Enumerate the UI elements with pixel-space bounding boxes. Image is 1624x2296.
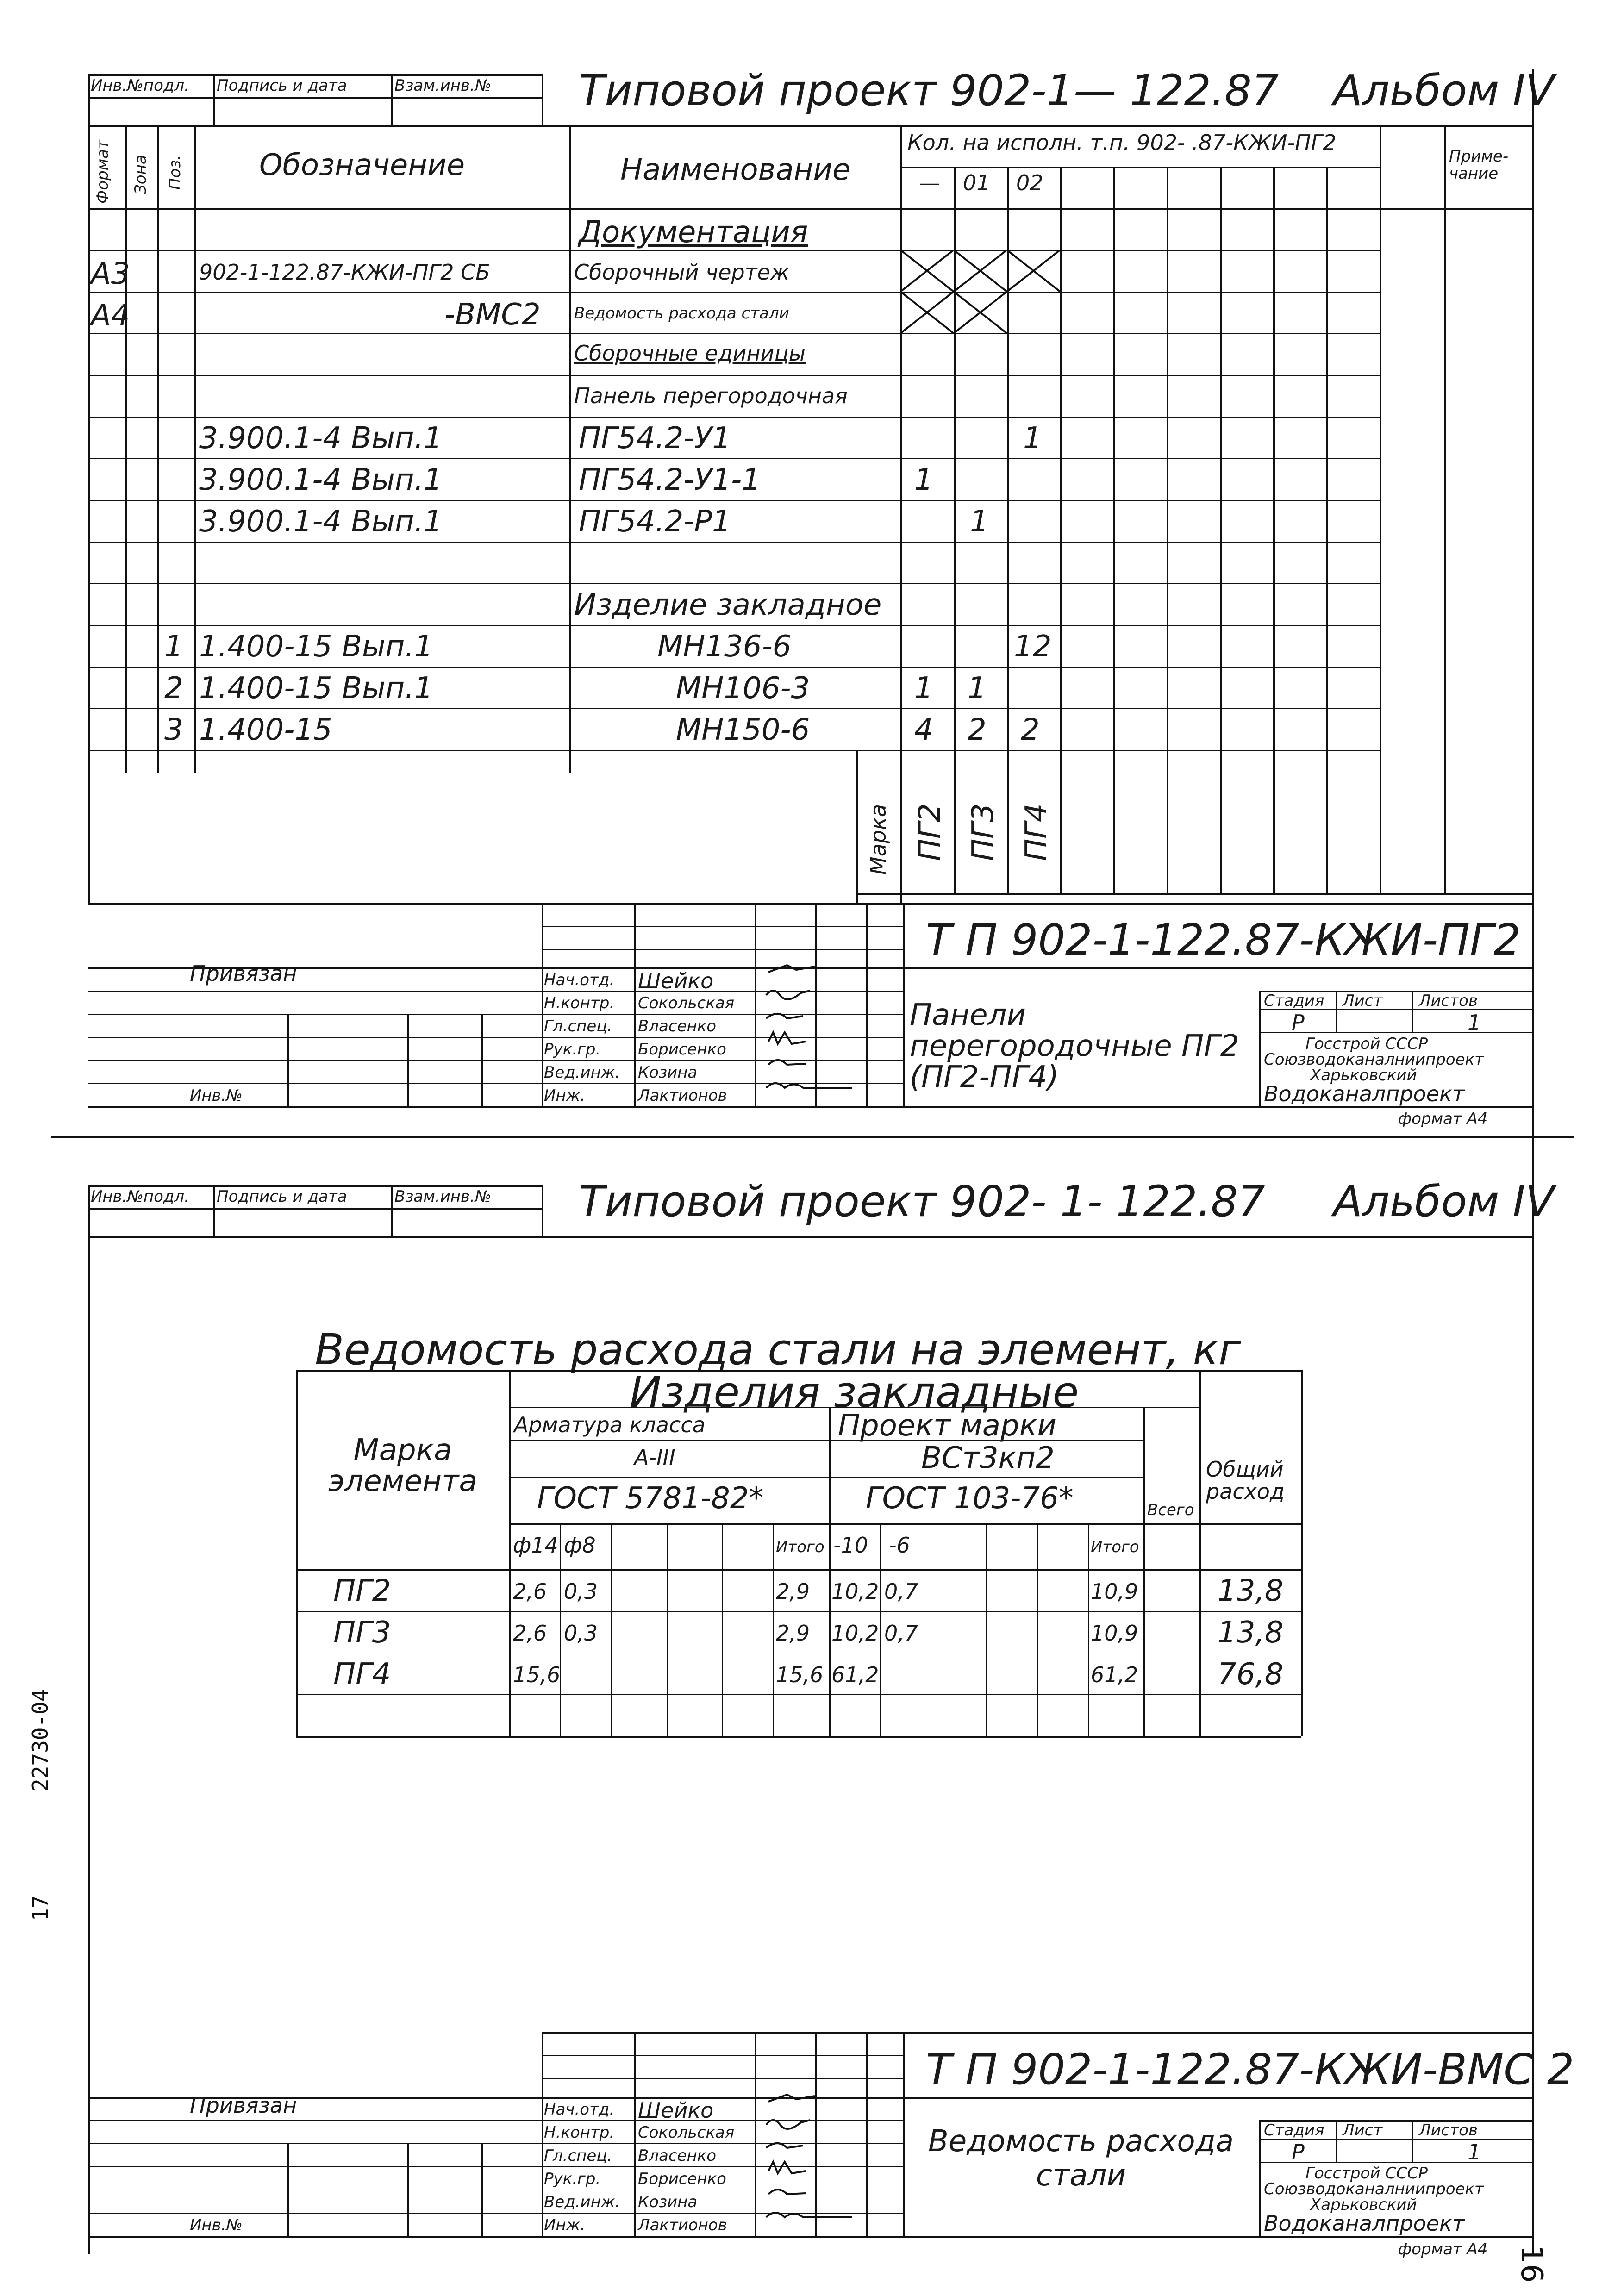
signer-role: Нач.отд. — [544, 2100, 615, 2119]
mark-pg4: ПГ4 — [1019, 803, 1054, 861]
stamp-podpis-data: Подпись и дата — [217, 76, 347, 95]
row-a-itogo: 2,9 — [776, 1621, 810, 1646]
row-naim: ПГ54.2-У1 — [579, 421, 731, 455]
stamp-vzam-inv: Взам.инв.№ — [394, 1187, 492, 1206]
row-naim: ПГ54.2-Р1 — [579, 505, 731, 539]
armatura-gost: ГОСТ 5781-82* — [537, 1481, 764, 1516]
col-armatura: Арматура класса — [514, 1412, 706, 1437]
stamp-vzam-inv: Взам.инв.№ — [394, 76, 492, 95]
sub-a8: ф8 — [564, 1533, 596, 1558]
format-label: формат А4 — [1398, 2240, 1488, 2259]
signer-name: Шейко — [638, 2098, 714, 2123]
drawing-name: Панели перегородочные ПГ2 (ПГ2-ПГ4) — [910, 998, 1239, 1095]
row-k2: 12 — [1014, 630, 1052, 664]
col-obshchiy: Общий расход — [1206, 1457, 1285, 1504]
signer-name: Сокольская — [638, 994, 735, 1012]
col-primechanie: Приме-чание — [1449, 147, 1509, 183]
row-total: 76,8 — [1218, 1657, 1284, 1691]
org-line-4: Водоканалпроект — [1264, 1081, 1465, 1106]
drawing-code: Т П 902-1-122.87-КЖИ-ВМС 2 — [926, 2045, 1574, 2094]
stadiya-label: Стадия — [1264, 992, 1324, 1010]
signer-name: Власенко — [638, 2146, 717, 2165]
project-title: Типовой проект 902- 1- 122.87 — [579, 1177, 1265, 1226]
col-dash: — — [919, 170, 940, 195]
archive-number: 22730-04 — [28, 1689, 53, 1791]
list-label: Лист — [1343, 992, 1383, 1010]
row-naim: МН136-6 — [657, 630, 792, 664]
org-line-1: Госстрой СССР — [1305, 1035, 1428, 1053]
inv-no-label: Инв.№ — [190, 1086, 243, 1105]
row-a8: 0,3 — [564, 1579, 598, 1604]
row-a-itogo: 15,6 — [776, 1662, 824, 1687]
row-k2: 2 — [1021, 713, 1040, 747]
row-b6: 0,7 — [884, 1621, 918, 1646]
album-label: Альбом IV — [1333, 66, 1555, 115]
row-k0: 1 — [914, 463, 933, 497]
row-oboz: 3.900.1-4 Вып.1 — [199, 421, 443, 455]
col-vsego: Всего — [1147, 1501, 1194, 1519]
signer-role: Инж. — [544, 2216, 586, 2234]
signer-role: Нач.отд. — [544, 971, 615, 989]
row-marka: ПГ2 — [333, 1574, 391, 1608]
row-format: А3 — [91, 257, 130, 291]
signer-name: Власенко — [638, 1017, 717, 1036]
row-marka: ПГ3 — [333, 1616, 391, 1650]
signer-name: Козина — [638, 2193, 698, 2211]
row-k0: 1 — [914, 671, 933, 705]
col-02: 02 — [1016, 170, 1043, 195]
privyazan-label: Привязан — [190, 2093, 297, 2118]
signer-role: Рук.гр. — [544, 2170, 601, 2188]
col-oboznachenie: Обозначение — [259, 148, 465, 182]
org-line-2: Союзводоканалниипроект — [1264, 1050, 1484, 1069]
signer-role: Рук.гр. — [544, 1040, 601, 1059]
row-b6: 0,7 — [884, 1579, 918, 1604]
row-b10: 10,2 — [831, 1579, 879, 1604]
col-01: 01 — [963, 170, 990, 195]
col-poz: Поз. — [166, 155, 184, 190]
list-label: Лист — [1343, 2121, 1383, 2140]
row-oboz: 1.400-15 Вып.1 — [199, 630, 433, 664]
stamp-podpis-data: Подпись и дата — [217, 1187, 347, 1206]
signer-name: Шейко — [638, 968, 714, 993]
sub-a14: ф14 — [513, 1533, 558, 1558]
row-b10: 61,2 — [831, 1662, 879, 1687]
row-oboz: 1.400-15 Вып.1 — [199, 671, 433, 705]
row-naim: МН106-3 — [676, 671, 810, 705]
signer-role: Инж. — [544, 1086, 586, 1105]
row-total: 13,8 — [1218, 1574, 1284, 1608]
col-zona: Зона — [131, 155, 150, 194]
row-naim: Ведомость расхода стали — [574, 304, 789, 323]
mark-pg3: ПГ3 — [966, 803, 1000, 861]
proekt-steel: ВСт3кп2 — [921, 1441, 1055, 1475]
row-poz: 1 — [164, 630, 183, 664]
org-line-3: Харьковский — [1310, 1066, 1417, 1085]
row-k1: 1 — [968, 671, 987, 705]
org-line-2: Союзводоканалниипроект — [1264, 2180, 1484, 2198]
sub-b-itogo: Итого — [1091, 1538, 1139, 1556]
row-naim: Изделие закладное — [574, 588, 882, 622]
row-a14: 2,6 — [513, 1621, 547, 1646]
row-a14: 2,6 — [513, 1579, 547, 1604]
row-b-itogo: 10,9 — [1091, 1621, 1138, 1646]
row-k2: 1 — [1023, 421, 1042, 455]
signer-role: Гл.спец. — [544, 1017, 612, 1036]
row-k0: 4 — [914, 713, 933, 747]
row-b-itogo: 61,2 — [1091, 1662, 1138, 1687]
row-k1: 2 — [968, 713, 987, 747]
row-a-itogo: 2,9 — [776, 1579, 810, 1604]
row-naim: Сборочный чертеж — [574, 260, 790, 285]
row-naim: Документация — [579, 215, 808, 250]
drawing-code: Т П 902-1-122.87-КЖИ-ПГ2 — [926, 915, 1521, 965]
listov-value: 1 — [1468, 2140, 1481, 2165]
col-kol: Кол. на исполн. т.п. 902- .87-КЖИ-ПГ2 — [907, 130, 1337, 155]
drawing-name: Ведомость расхода стали — [928, 2124, 1234, 2193]
signer-name: Лактионов — [638, 2216, 727, 2234]
signer-role: Н.контр. — [544, 2123, 615, 2142]
row-marka: ПГ4 — [333, 1657, 391, 1691]
row-naim: Сборочные единицы — [574, 341, 806, 366]
signer-role: Н.контр. — [544, 994, 615, 1012]
sub-b10: -10 — [833, 1533, 868, 1558]
row-format: А4 — [91, 299, 130, 333]
stadiya-label: Стадия — [1264, 2121, 1324, 2140]
row-k1: 1 — [970, 505, 989, 539]
row-poz: 2 — [164, 671, 183, 705]
format-label: формат А4 — [1398, 1110, 1488, 1128]
listov-value: 1 — [1468, 1010, 1481, 1035]
signer-name: Борисенко — [638, 1040, 726, 1059]
row-oboz: -ВМС2 — [444, 298, 541, 332]
signer-name: Лактионов — [638, 1086, 727, 1105]
org-line-4: Водоканалпроект — [1264, 2211, 1465, 2236]
stamp-inv-podl: Инв.№подл. — [91, 76, 189, 95]
row-oboz: 902-1-122.87-КЖИ-ПГ2 СБ — [199, 260, 490, 285]
sub-b6: -6 — [889, 1533, 910, 1558]
signer-role: Гл.спец. — [544, 2146, 612, 2165]
signatures-drawing — [759, 954, 861, 1102]
armatura-class: А-III — [634, 1445, 675, 1470]
col-marka: Марка элемента — [328, 1433, 477, 1499]
row-poz: 3 — [164, 713, 183, 747]
not-applicable-marks — [900, 250, 1060, 333]
stamp-inv-podl: Инв.№подл. — [91, 1187, 189, 1206]
row-oboz: 3.900.1-4 Вып.1 — [199, 463, 443, 497]
stadiya-value: Р — [1292, 2140, 1305, 2165]
row-b10: 10,2 — [831, 1621, 879, 1646]
signer-name: Борисенко — [638, 2170, 726, 2188]
marka-label: Марка — [866, 804, 891, 875]
signer-role: Вед.инж. — [544, 2193, 620, 2211]
sub-a-itogo: Итого — [776, 1538, 824, 1556]
row-oboz: 3.900.1-4 Вып.1 — [199, 505, 443, 539]
signer-role: Вед.инж. — [544, 1063, 620, 1082]
listov-label: Листов — [1419, 2121, 1478, 2140]
signer-name: Сокольская — [638, 2123, 735, 2142]
page-number-big: 16 — [1514, 2245, 1549, 2283]
row-b-itogo: 10,9 — [1091, 1579, 1138, 1604]
row-a14: 15,6 — [513, 1662, 561, 1687]
col-format: Формат — [94, 140, 112, 204]
stadiya-value: Р — [1292, 1010, 1305, 1035]
proekt-gost: ГОСТ 103-76* — [866, 1481, 1074, 1516]
col-naimenovanie: Наименование — [620, 153, 851, 187]
signatures-drawing — [759, 2083, 861, 2231]
row-a8: 0,3 — [564, 1621, 598, 1646]
page-number-small: 17 — [28, 1895, 53, 1921]
org-line-3: Харьковский — [1310, 2196, 1417, 2214]
row-naim: МН150-6 — [676, 713, 810, 747]
sheet-separator — [51, 1136, 1574, 1138]
project-title: Типовой проект 902-1— 122.87 — [579, 66, 1279, 115]
col-izdeliya: Изделия закладные — [630, 1367, 1079, 1417]
row-naim: Панель перегородочная — [574, 383, 848, 408]
mark-pg2: ПГ2 — [913, 803, 947, 861]
row-naim: ПГ54.2-У1-1 — [579, 463, 761, 497]
inv-no-label: Инв.№ — [190, 2216, 243, 2234]
listov-label: Листов — [1419, 992, 1478, 1010]
col-proekt-marki: Проект марки — [838, 1409, 1056, 1443]
privyazan-label: Привязан — [190, 961, 297, 986]
album-label: Альбом IV — [1333, 1177, 1555, 1226]
row-total: 13,8 — [1218, 1616, 1284, 1650]
table-title: Ведомость расхода стали на элемент, кг — [315, 1325, 1241, 1374]
signer-name: Козина — [638, 1063, 698, 1082]
org-line-1: Госстрой СССР — [1305, 2164, 1428, 2183]
row-oboz: 1.400-15 — [199, 713, 332, 747]
